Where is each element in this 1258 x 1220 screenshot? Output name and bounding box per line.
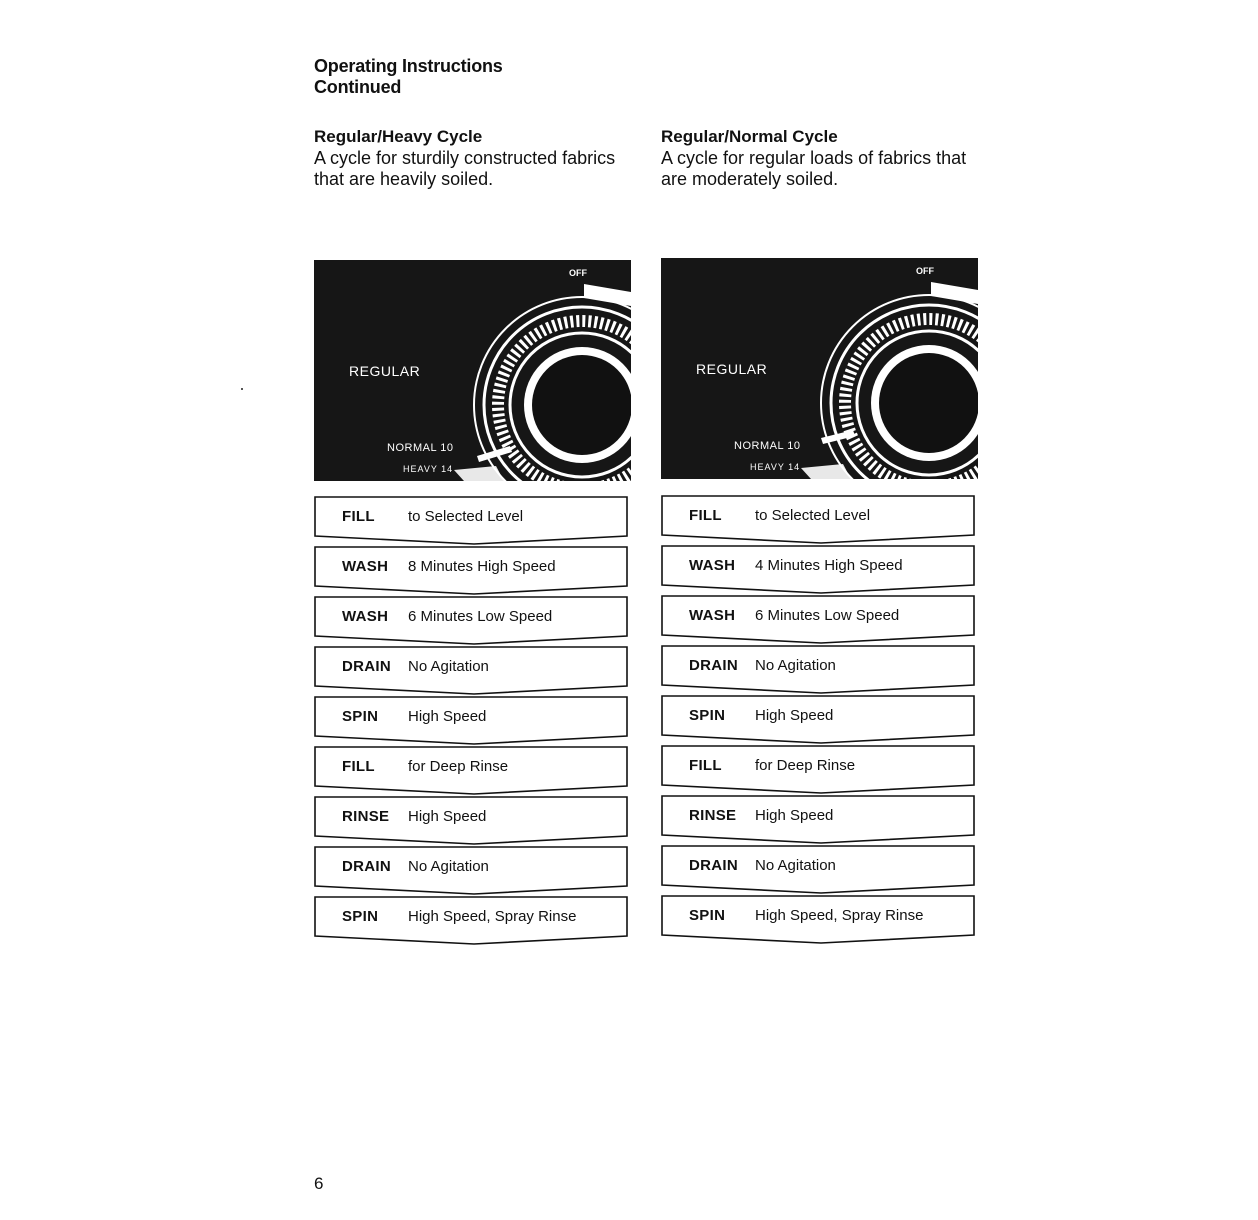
step-fill	[661, 495, 977, 545]
step-key: DRAIN	[689, 657, 738, 674]
step-spin	[661, 695, 977, 745]
step-spin	[314, 696, 630, 746]
dial-label-heavy: HEAVY 14	[403, 464, 454, 474]
step-wash	[314, 596, 630, 646]
step-list	[314, 496, 630, 946]
step-key: SPIN	[689, 907, 726, 924]
step-key: DRAIN	[689, 857, 738, 874]
step-key: SPIN	[689, 707, 726, 724]
step-key: DRAIN	[342, 658, 391, 675]
off-indicator	[931, 282, 978, 304]
step-value: for Deep Rinse	[408, 758, 509, 775]
step-value: No Agitation	[755, 657, 836, 674]
step-drain	[314, 646, 630, 696]
knob	[801, 282, 978, 479]
step-value: High Speed, Spray Rinse	[755, 907, 924, 924]
step-key: WASH	[342, 558, 389, 575]
cycle-description: A cycle for regular loads of fabrics that are moderately soiled.	[661, 148, 967, 189]
step-key: WASH	[342, 608, 389, 625]
title-line-1: Operating Instructions	[314, 56, 503, 76]
dial-label-regular: REGULAR	[696, 361, 768, 377]
step-rinse	[661, 795, 977, 845]
step-value: High Speed	[755, 807, 834, 824]
step-value: No Agitation	[408, 658, 489, 675]
dial-label-regular: REGULAR	[349, 363, 421, 379]
step-key: RINSE	[342, 808, 390, 825]
knob	[454, 284, 631, 481]
step-drain	[661, 845, 977, 895]
step-key: FILL	[689, 757, 722, 774]
step-wash	[314, 546, 630, 596]
cycle-column-heavy	[314, 126, 634, 925]
step-value: No Agitation	[755, 857, 836, 874]
step-rinse	[314, 796, 630, 846]
cycle-column-normal	[661, 126, 981, 924]
step-key: SPIN	[342, 708, 379, 725]
cycle-title: Regular/Heavy Cycle	[314, 127, 483, 146]
step-value: High Speed	[755, 707, 834, 724]
page-title	[314, 56, 503, 98]
step-value: 6 Minutes Low Speed	[408, 608, 553, 625]
step-wash	[661, 595, 977, 645]
step-key: FILL	[689, 507, 722, 524]
dial-label-off: OFF	[916, 266, 934, 276]
step-value: 6 Minutes Low Speed	[755, 607, 900, 624]
step-value: High Speed	[408, 708, 487, 725]
dial-label-normal: NORMAL 10	[387, 442, 454, 454]
step-key: SPIN	[342, 908, 379, 925]
step-fill	[314, 496, 630, 546]
step-wash	[661, 545, 977, 595]
step-spin	[661, 895, 977, 945]
title-line-2: Continued	[314, 77, 402, 97]
dial-label-normal: NORMAL 10	[734, 440, 801, 452]
step-fill	[314, 746, 630, 796]
step-drain	[314, 846, 630, 896]
step-value: to Selected Level	[755, 507, 871, 524]
dial-illustration	[661, 258, 978, 479]
cycle-description: A cycle for sturdily constructed fabrics that are heavily soiled.	[314, 148, 616, 189]
dial-label-heavy: HEAVY 14	[750, 462, 801, 472]
step-value: No Agitation	[408, 858, 489, 875]
step-fill	[661, 745, 977, 795]
step-value: High Speed	[408, 808, 487, 825]
step-key: DRAIN	[342, 858, 391, 875]
step-key: FILL	[342, 758, 375, 775]
step-key: WASH	[689, 557, 736, 574]
dial-label-off: OFF	[569, 268, 587, 278]
off-indicator	[584, 284, 631, 306]
dial-illustration	[314, 260, 631, 481]
step-value: 8 Minutes High Speed	[408, 558, 556, 575]
step-value: for Deep Rinse	[755, 757, 856, 774]
step-list	[661, 495, 977, 945]
step-value: 4 Minutes High Speed	[755, 557, 903, 574]
page-number: 6	[314, 1174, 324, 1193]
step-key: RINSE	[689, 807, 737, 824]
step-value: to Selected Level	[408, 508, 524, 525]
step-key: FILL	[342, 508, 375, 525]
stray-mark	[241, 388, 243, 390]
step-drain	[661, 645, 977, 695]
step-key: WASH	[689, 607, 736, 624]
step-spin	[314, 896, 630, 946]
cycle-title: Regular/Normal Cycle	[661, 127, 838, 146]
step-value: High Speed, Spray Rinse	[408, 908, 577, 925]
